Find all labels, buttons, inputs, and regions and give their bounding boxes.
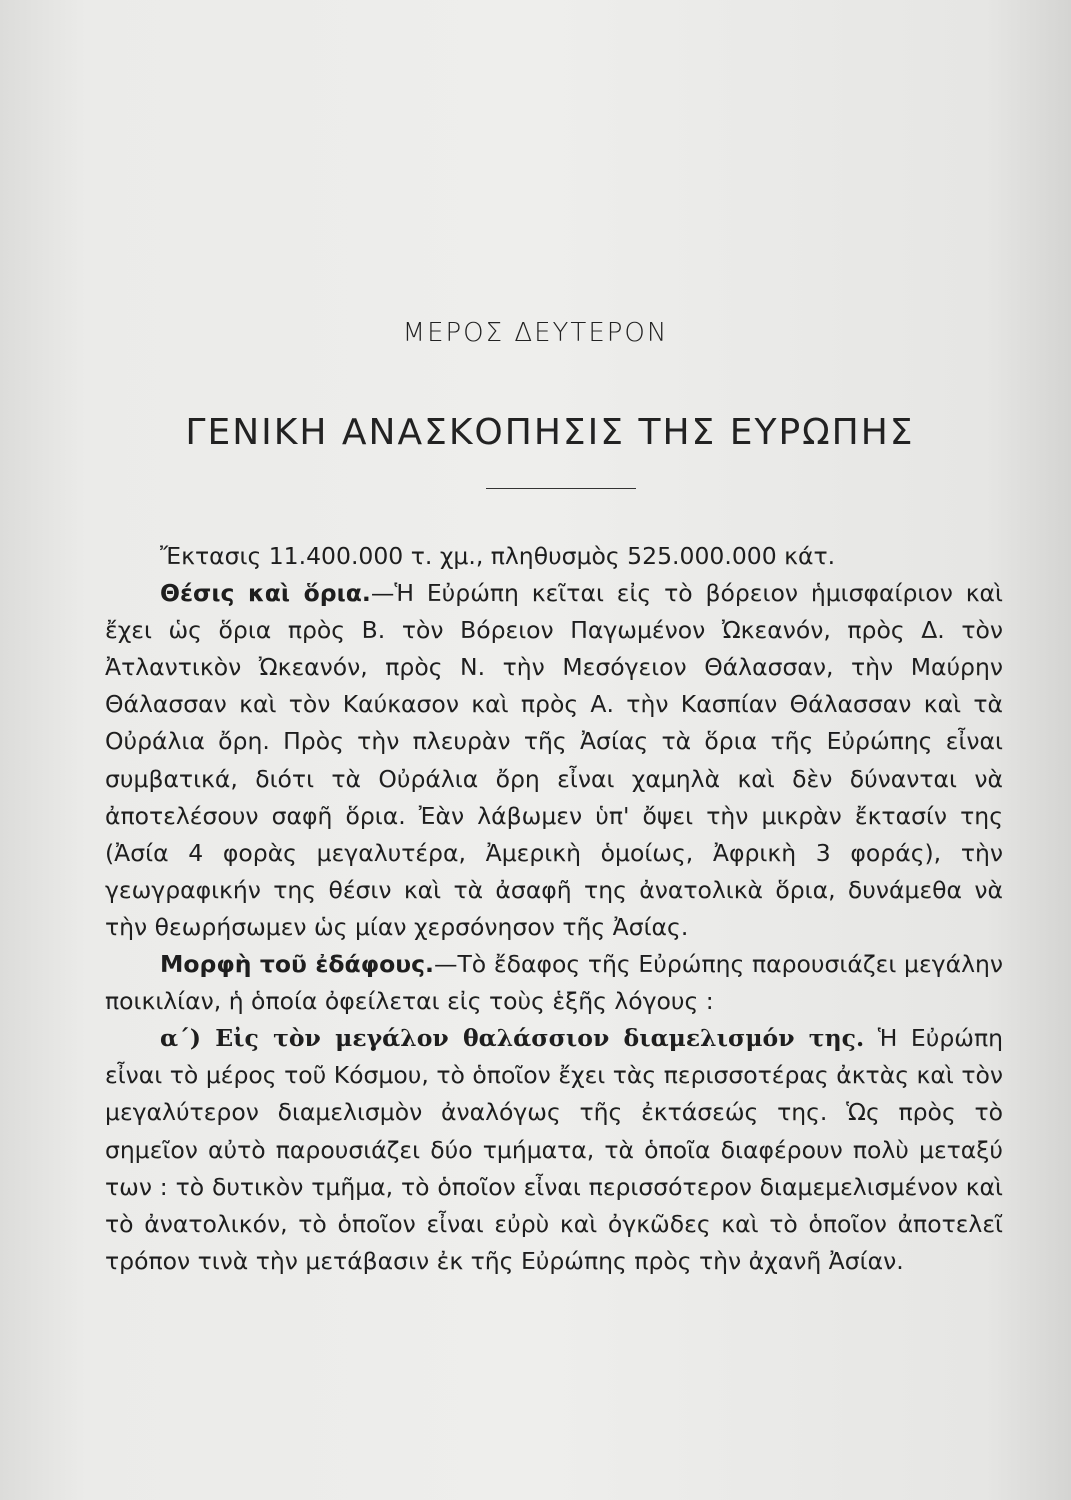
chapter-title: ΓΕΝΙΚΗ ΑΝΑΣΚΟΠΗΣΙΣ ΤΗΣ ΕΥΡΩΠΗΣ xyxy=(185,412,915,453)
paragraph-coastline xyxy=(105,1020,1003,1280)
paragraph-position-borders xyxy=(105,575,1003,946)
paragraph-text: —Ἡ Εὐρώπη κεῖται εἰς τὸ βόρειον ἡμισφαίριον καὶ ἔχει ὡς ὅρια πρὸς Β. τὸν Βόρειον Παγωμένον Ὠκεανόν, πρὸς Δ. τὸν Ἀτλαντικὸν Ὠκεανόν, πρὸς Ν. τὴν Μεσόγειον Θάλασσαν, τὴν Μαύρην Θάλασσαν καὶ τὸν Καύκασον καὶ πρὸς Α. τὴν Κασπίαν Θάλασσαν καὶ τὰ Οὐράλια ὄρη. Πρὸς τὴν πλευρὰν τῆς Ἀσίας τὰ ὅρια τῆς Εὐρώπης εἶναι συμβατικά, διότι τὰ Οὐράλια ὄρη εἶναι χαμηλὰ καὶ δὲν δύνανται νὰ ἀποτελέσουν σαφῆ ὅρια. Ἐὰν λάβωμεν ὑπ' ὄψει τὴν μικρὰν ἔκτασίν της (Ἀσία 4 φορὰς μεγαλυτέρα, Ἀμερικὴ ὁμοίως, Ἀφρικὴ 3 φοράς), τὴν γεωγραφικήν της θέσιν καὶ τὰ ἀσαφῆ της ἀνατολικὰ ὅρια, δυνάμεθα νὰ τὴν θεωρήσωμεν ὡς μίαν χερσόνησον τῆς Ἀσίας. xyxy=(105,579,1003,941)
paragraph-text: —Τὸ ἔδαφος τῆς Εὐρώπης παρουσιάζει μεγάλην ποικιλίαν, ἡ ὁποία ὀφείλεται εἰς τοὺς ἑξῆς λόγους : xyxy=(105,950,1003,1016)
paragraph-text: Ἔκτασις 11.400.000 τ. χμ., πληθυσμὸς 525.000.000 κάτ. xyxy=(160,542,836,570)
paragraph-area-population xyxy=(105,538,1003,575)
paragraph-heading: Θέσις καὶ ὅρια. xyxy=(160,579,371,608)
paragraph-heading: α΄) Εἰς τὸν μεγάλον θαλάσσιον διαμελισμόν της. xyxy=(160,1024,865,1053)
paragraph-terrain-form xyxy=(105,946,1003,1020)
title-divider xyxy=(486,488,636,489)
paragraph-text: Ἡ Εὐρώπη εἶναι τὸ μέρος τοῦ Κόσμου, τὸ ὁποῖον ἔχει τὰς περισσοτέρας ἀκτὰς καὶ τὸν μεγαλύτερον διαμελισμὸν ἀναλόγως τῆς ἐκτάσεώς της. Ὡς πρὸς τὸ σημεῖον αὐτὸ παρουσιάζει δύο τμήματα, τὰ ὁποῖα διαφέρουν πολὺ μεταξύ των : τὸ δυτικὸν τμῆμα, τὸ ὁποῖον εἶναι περισσότερον διαμεμελισμένον καὶ τὸ ἀνατολικόν, τὸ ὁποῖον εἶναι εὐρὺ καὶ ὀγκῶδες καὶ τὸ ὁποῖον ἀποτελεῖ τρόπον τινὰ τὴν μετάβασιν ἐκ τῆς Εὐρώπης πρὸς τὴν ἀχανῆ Ἀσίαν. xyxy=(105,1024,1003,1275)
paragraph-heading: Μορφὴ τοῦ ἐδάφους. xyxy=(160,950,434,979)
part-title: ΜΕΡΟΣ ΔΕΥΤΕΡΟΝ xyxy=(402,318,669,348)
body-text xyxy=(105,538,1003,1280)
